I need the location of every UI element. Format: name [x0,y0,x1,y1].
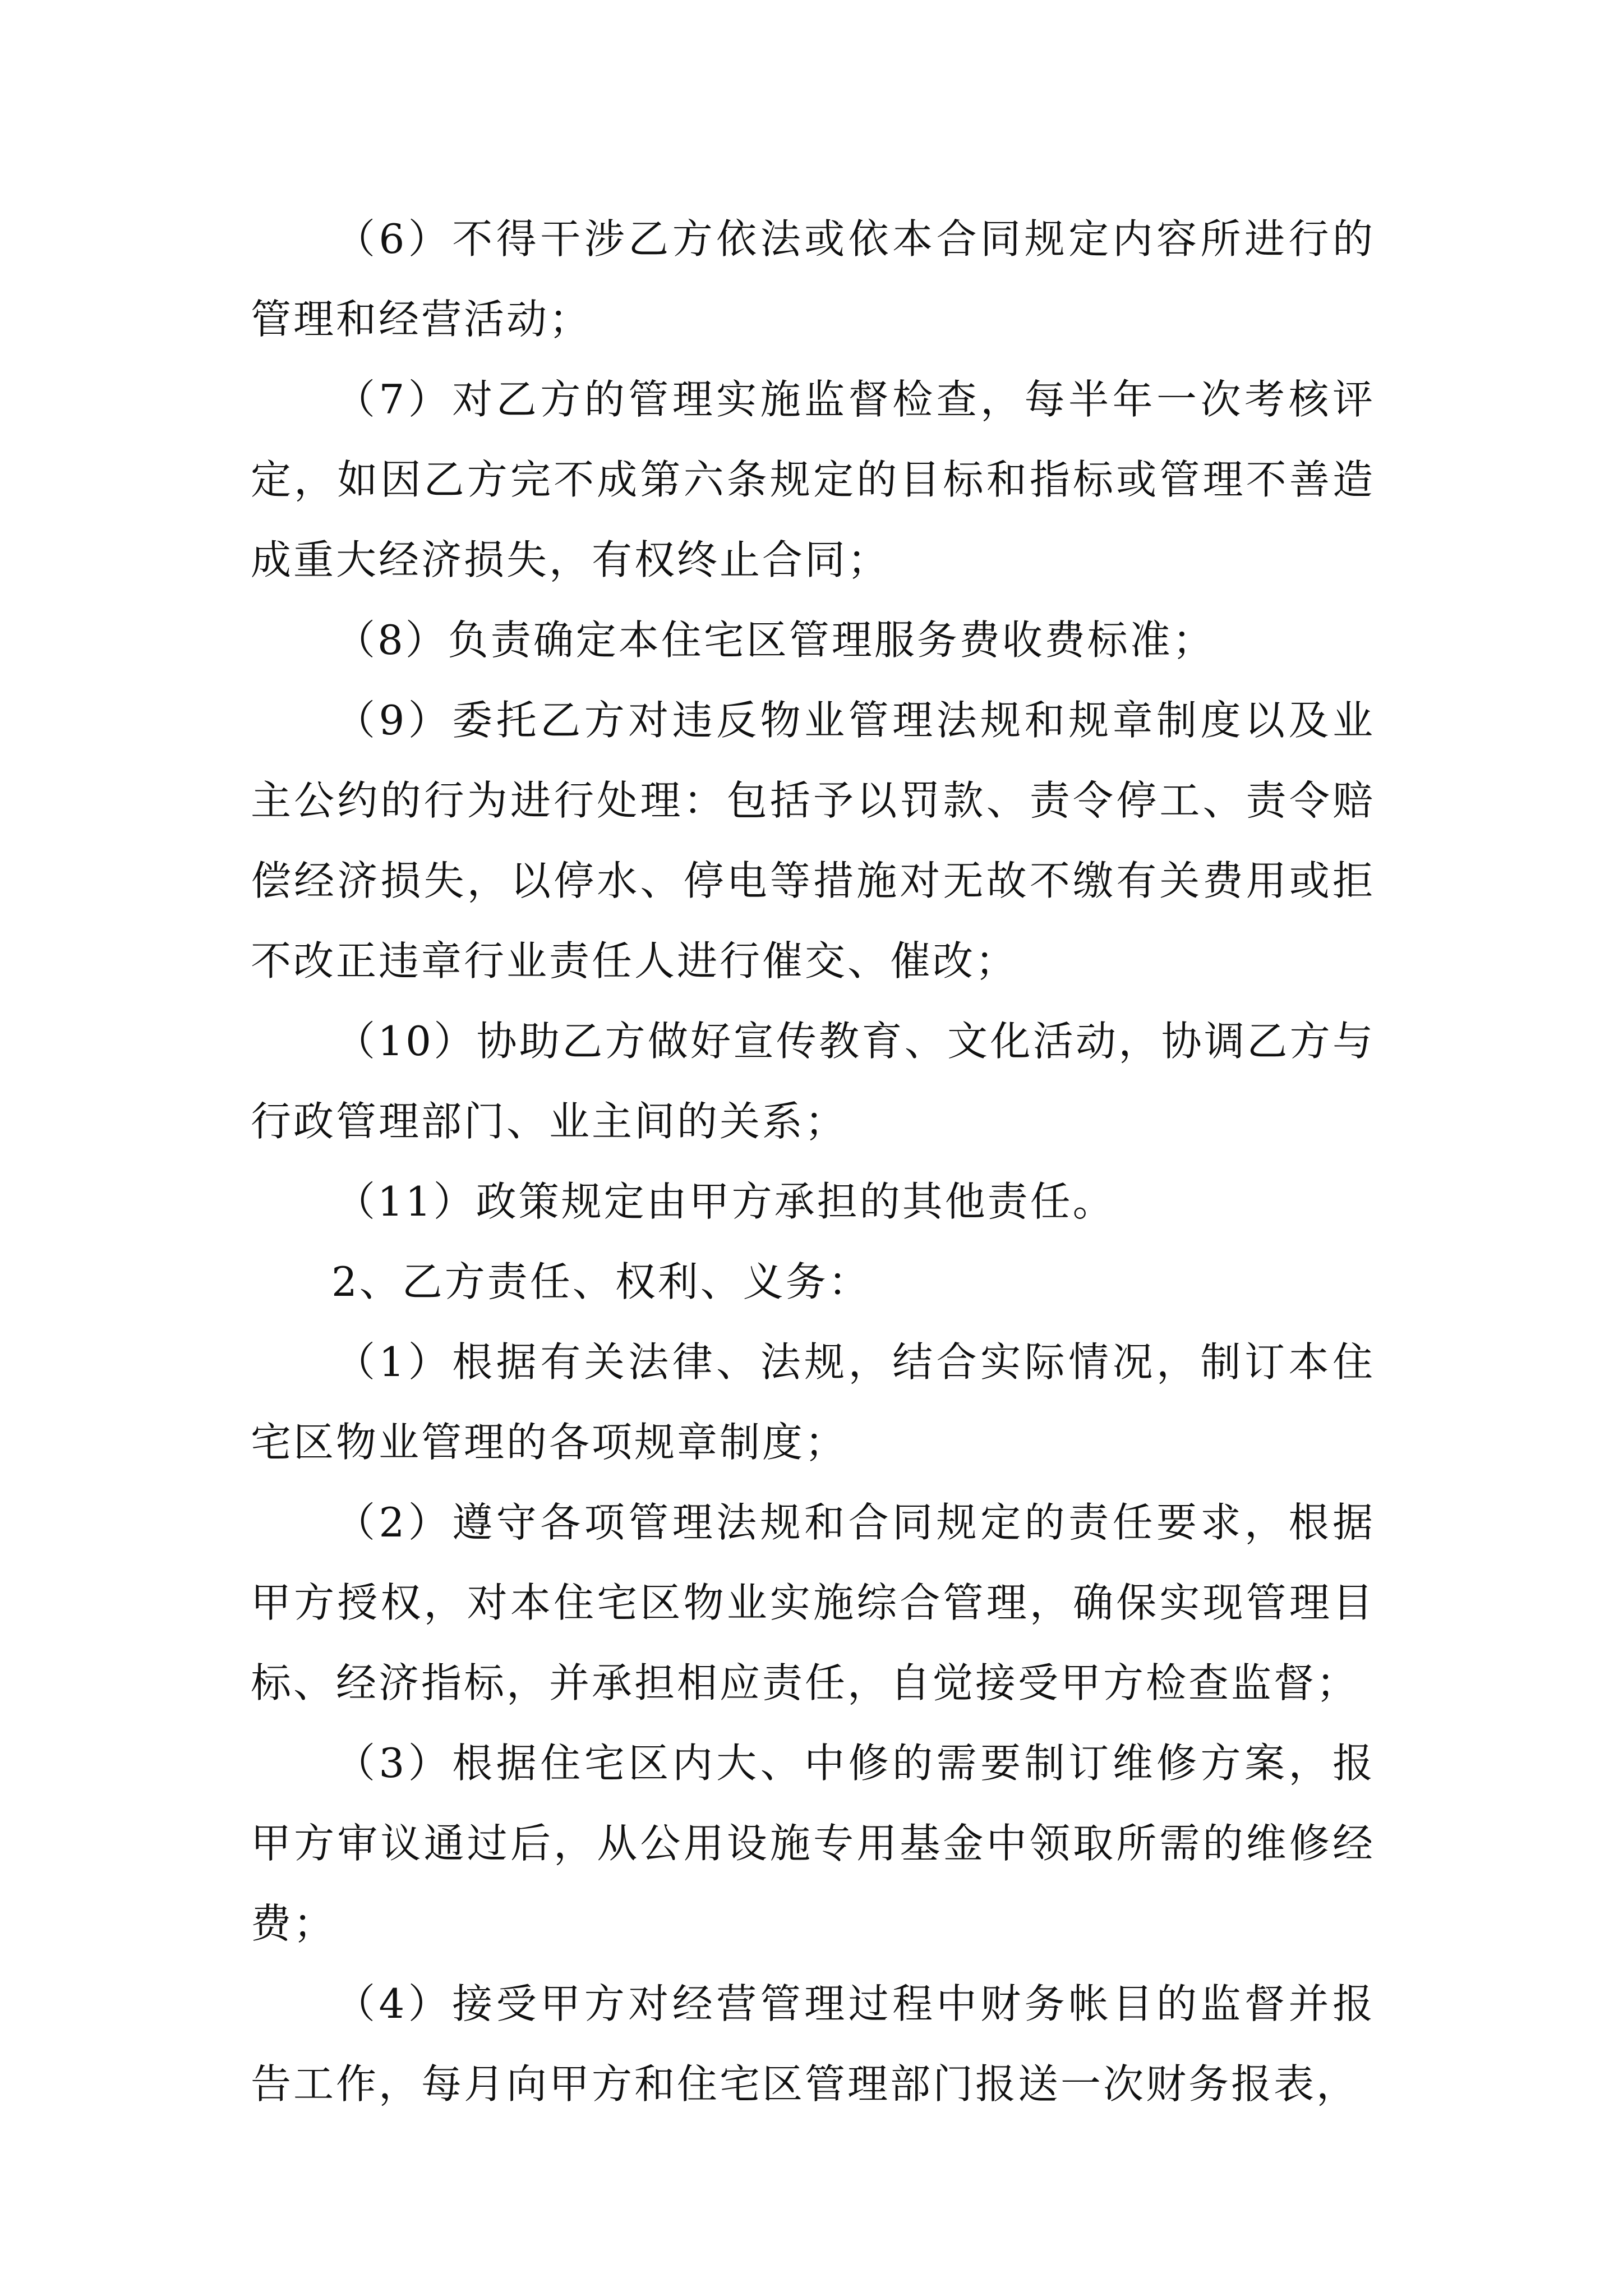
clause-party-b-4: （4）接受甲方对经营管理过程中财务帐目的监督并报告工作，每月向甲方和住宅区管理部门报送一次财务报表， [251,1980,1375,2108]
section-heading-party-b: 2、乙方责任、权利、义务： [331,1258,871,1305]
clause-party-a-6: （6）不得干涉乙方依法或依本合同规定内容所进行的管理和经营活动； [251,215,1375,343]
clause-party-a-11: （11）政策规定由甲方承担的其他责任。 [335,1178,1115,1225]
clause-party-b-3: （3）根据住宅区内大、中修的需要制订维修方案，报甲方审议通过后，从公用设施专用基金中领取所需的维修经费； [251,1740,1375,1947]
clause-party-a-7: （7）对乙方的管理实施监督检查，每半年一次考核评定，如因乙方完不成第六条规定的目标和指标或管理不善造成重大经济损失，有权终止合同； [251,376,1375,583]
clause-party-a-10: （10）协助乙方做好宣传教育、文化活动，协调乙方与行政管理部门、业主间的关系； [251,1018,1375,1145]
clause-party-a-9: （9）委托乙方对违反物业管理法规和规章制度以及业主公约的行为进行处理：包括予以罚款、责令停工、责令赔偿经济损失，以停水、停电等措施对无故不缴有关费用或拒不改正违章行业责任人进行催交、催改； [251,697,1375,984]
document-body [251,199,1375,2124]
clause-party-a-8: （8）负责确定本住宅区管理服务费收费标准； [335,616,1215,664]
clause-party-b-1: （1）根据有关法律、法规，结合实际情况，制订本住宅区物业管理的各项规章制度； [251,1338,1375,1466]
clause-party-b-2: （2）遵守各项管理法规和合同规定的责任要求，根据甲方授权，对本住宅区物业实施综合管理，确保实现管理目标、经济指标，并承担相应责任，自觉接受甲方检查监督； [251,1499,1375,1706]
